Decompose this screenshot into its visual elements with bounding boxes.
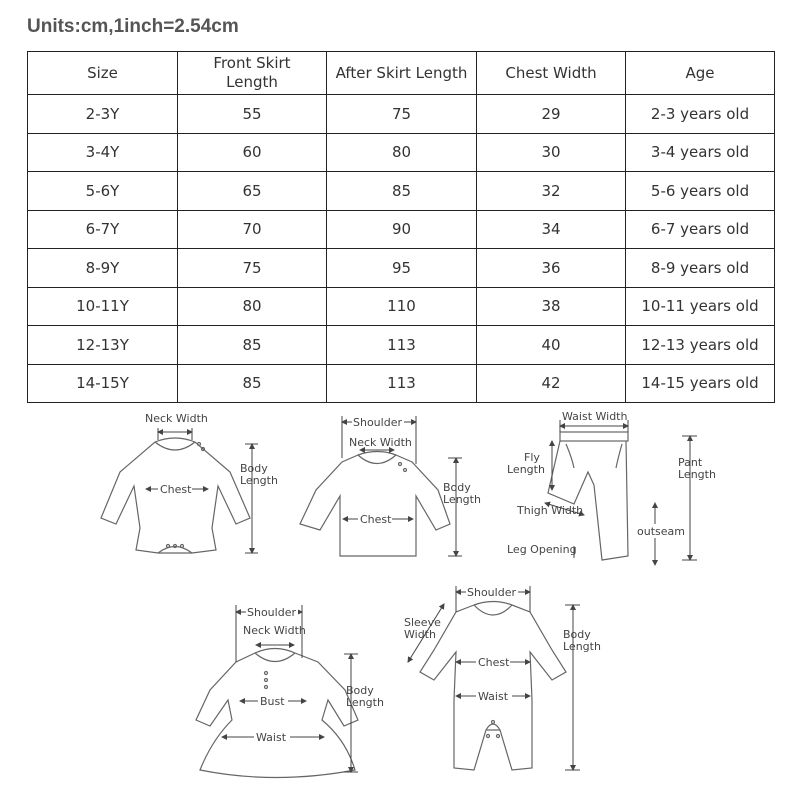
cell-front-skirt-length: 80 [178, 287, 327, 326]
cell-age: 5-6 years old [626, 172, 775, 211]
romper-body-length-label: Body Length [563, 628, 601, 653]
cell-age: 12-13 years old [626, 326, 775, 365]
cell-front-skirt-length: 85 [178, 364, 327, 403]
cell-front-skirt-length: 75 [178, 249, 327, 288]
pants-fly-length-label: Fly Length [507, 451, 545, 476]
cell-age: 2-3 years old [626, 95, 775, 134]
cell-chest-width: 42 [477, 364, 626, 403]
pants-leg-opening-label: Leg Opening [507, 543, 577, 556]
units-note: Units:cm,1inch=2.54cm [27, 16, 239, 37]
cell-front-skirt-length: 60 [178, 133, 327, 172]
dress-body-length-label: Body Length [346, 684, 384, 709]
cell-chest-width: 34 [477, 210, 626, 249]
cell-chest-width: 32 [477, 172, 626, 211]
table-row [28, 326, 775, 365]
cell-chest-width: 36 [477, 249, 626, 288]
cell-size: 6-7Y [28, 210, 178, 249]
bodysuit-neck-width-label: Neck Width [145, 412, 208, 425]
pants-thigh-width-label: Thigh Width [517, 504, 584, 517]
cell-age: 10-11 years old [626, 287, 775, 326]
cell-size: 3-4Y [28, 133, 178, 172]
romper-illustration [404, 585, 601, 770]
romper-sleeve-width-label: Sleeve Width [404, 616, 441, 641]
header-age: Age [626, 52, 775, 95]
cell-front-skirt-length: 85 [178, 326, 327, 365]
header-size: Size [28, 52, 178, 95]
cell-chest-width: 40 [477, 326, 626, 365]
romper-shoulder-label: Shoulder [467, 586, 516, 599]
cell-after-skirt-length: 75 [327, 95, 477, 134]
top-body-length-label: Body Length [443, 481, 481, 506]
measurement-diagrams [0, 400, 800, 800]
header-after-skirt-length: After Skirt Length [327, 52, 477, 95]
top-neck-width-label: Neck Width [349, 436, 412, 449]
cell-after-skirt-length: 95 [327, 249, 477, 288]
dress-neck-width-label: Neck Width [243, 624, 306, 637]
cell-chest-width: 30 [477, 133, 626, 172]
table-row [28, 172, 775, 211]
dress-bust-label: Bust [260, 695, 285, 708]
top-chest-label: Chest [360, 513, 392, 526]
pants-outseam-label: outseam [637, 525, 685, 538]
top-shoulder-label: Shoulder [353, 416, 402, 429]
cell-chest-width: 29 [477, 95, 626, 134]
table-row [28, 249, 775, 288]
romper-waist-label: Waist [478, 690, 509, 703]
header-chest-width: Chest Width [477, 52, 626, 95]
romper-chest-label: Chest [478, 656, 510, 669]
cell-size: 8-9Y [28, 249, 178, 288]
cell-size: 2-3Y [28, 95, 178, 134]
cell-size: 5-6Y [28, 172, 178, 211]
cell-age: 3-4 years old [626, 133, 775, 172]
table-row [28, 364, 775, 403]
cell-size: 12-13Y [28, 326, 178, 365]
cell-after-skirt-length: 80 [327, 133, 477, 172]
table-row [28, 95, 775, 134]
cell-age: 14-15 years old [626, 364, 775, 403]
table-row [28, 210, 775, 249]
header-front-skirt-length: Front Skirt Length [178, 52, 327, 95]
cell-chest-width: 38 [477, 287, 626, 326]
pants-pant-length-label: Pant Length [678, 456, 716, 481]
cell-front-skirt-length: 70 [178, 210, 327, 249]
bodysuit-illustration [101, 412, 278, 553]
cell-front-skirt-length: 55 [178, 95, 327, 134]
cell-after-skirt-length: 113 [327, 326, 477, 365]
cell-after-skirt-length: 90 [327, 210, 477, 249]
dress-waist-label: Waist [256, 731, 287, 744]
dress-shoulder-label: Shoulder [247, 606, 296, 619]
cell-size: 10-11Y [28, 287, 178, 326]
size-chart-table [27, 51, 775, 403]
cell-age: 6-7 years old [626, 210, 775, 249]
cell-after-skirt-length: 113 [327, 364, 477, 403]
cell-after-skirt-length: 110 [327, 287, 477, 326]
cell-front-skirt-length: 65 [178, 172, 327, 211]
bodysuit-chest-label: Chest [160, 483, 192, 496]
top-illustration [300, 415, 481, 556]
cell-after-skirt-length: 85 [327, 172, 477, 211]
cell-size: 14-15Y [28, 364, 178, 403]
bodysuit-body-length-label: Body Length [240, 462, 278, 487]
table-row [28, 133, 775, 172]
table-row [28, 287, 775, 326]
pants-waist-width-label: Waist Width [562, 410, 628, 423]
cell-age: 8-9 years old [626, 249, 775, 288]
dress-illustration [196, 605, 384, 778]
table-header-row [28, 52, 775, 95]
pants-illustration [507, 410, 716, 565]
